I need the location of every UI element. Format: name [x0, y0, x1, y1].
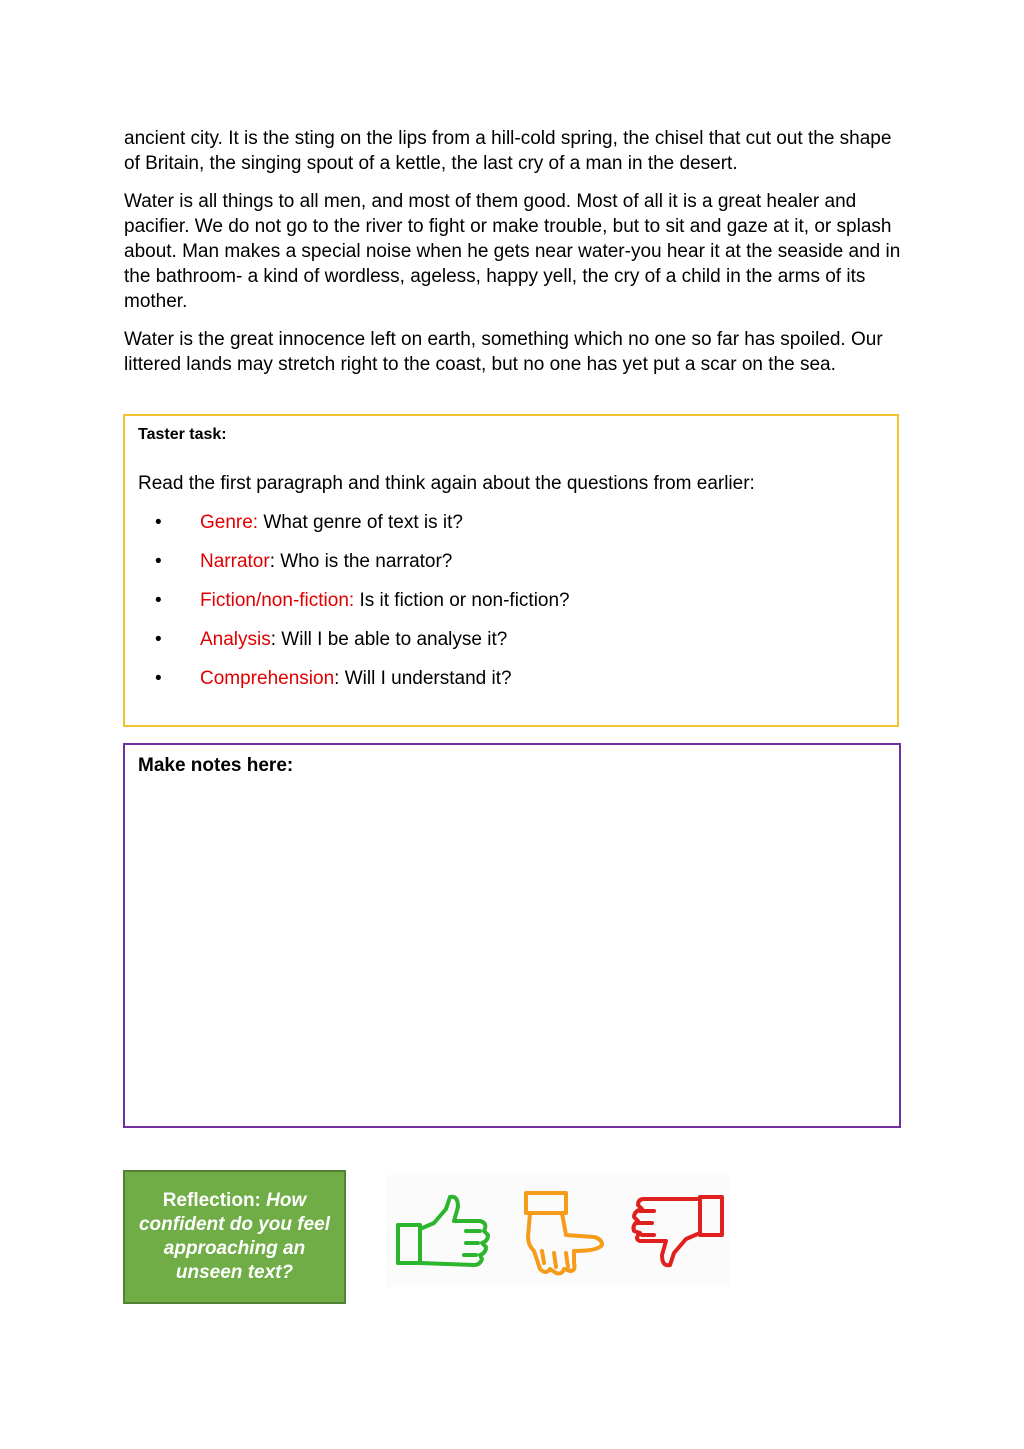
list-item	[155, 551, 570, 590]
bullet: •	[155, 668, 162, 689]
taster-task-box	[123, 414, 899, 727]
taster-task-title: Taster task:	[138, 426, 227, 443]
list-item	[155, 512, 570, 551]
confidence-icons	[386, 1175, 731, 1287]
question-term: Analysis	[200, 629, 271, 650]
taster-task-intro: Read the first paragraph and think again about the questions from earlier:	[138, 473, 755, 494]
list-item	[155, 629, 570, 668]
bullet: •	[155, 629, 162, 650]
notes-area[interactable]	[123, 743, 901, 1128]
passage-paragraph: ancient city. It is the sting on the lips from a hill-cold spring, the chisel that cut out the shape of Britain, the singing spout of a kettle, the last cry of a man in the desert.	[124, 128, 892, 174]
reflection-question: How confident do you feel approaching an unseen text?	[138, 1190, 331, 1283]
notes-title: Make notes here:	[138, 755, 294, 776]
reflection-box	[123, 1170, 346, 1304]
list-item	[155, 590, 570, 629]
question-term: Fiction/non-fiction:	[200, 590, 355, 611]
thumbs-sideways-icon[interactable]	[518, 1189, 608, 1279]
question-term: Comprehension	[200, 668, 335, 689]
question-text: : Will I be able to analyse it?	[270, 629, 508, 650]
reflection-label: Reflection:	[162, 1190, 261, 1211]
question-term: Genre:	[200, 512, 259, 533]
passage-text	[124, 126, 904, 390]
bullet: •	[155, 512, 162, 533]
question-text: : Will I understand it?	[334, 668, 512, 689]
passage-paragraph: Water is the great innocence left on earth, something which no one so far has spoiled. Our littered lands may stretch right to the coast, but no one has yet put a scar on the sea.	[124, 329, 883, 375]
passage-paragraph: Water is all things to all men, and most of them good. Most of all it is a great healer and pacifier. We do not go to the river to fight or make trouble, but to sit and gaze at it, or splash about. Man makes a special noise when he gets near water-you hear it at the seaside and in the bathroom- a kind of wordless, ageless, happy yell, the cry of a child in the arms of its mother.	[124, 191, 901, 312]
question-text: : Who is the narrator?	[269, 551, 453, 572]
bullet: •	[155, 590, 162, 611]
thumbs-down-icon[interactable]	[630, 1189, 726, 1273]
question-text: What genre of text is it?	[258, 512, 463, 533]
question-term: Narrator	[200, 551, 270, 572]
question-text: Is it fiction or non-fiction?	[354, 590, 570, 611]
thumbs-up-icon[interactable]	[394, 1189, 490, 1273]
bullet: •	[155, 551, 162, 572]
reflection-text	[133, 1189, 336, 1285]
question-list	[155, 512, 570, 707]
list-item	[155, 668, 570, 707]
